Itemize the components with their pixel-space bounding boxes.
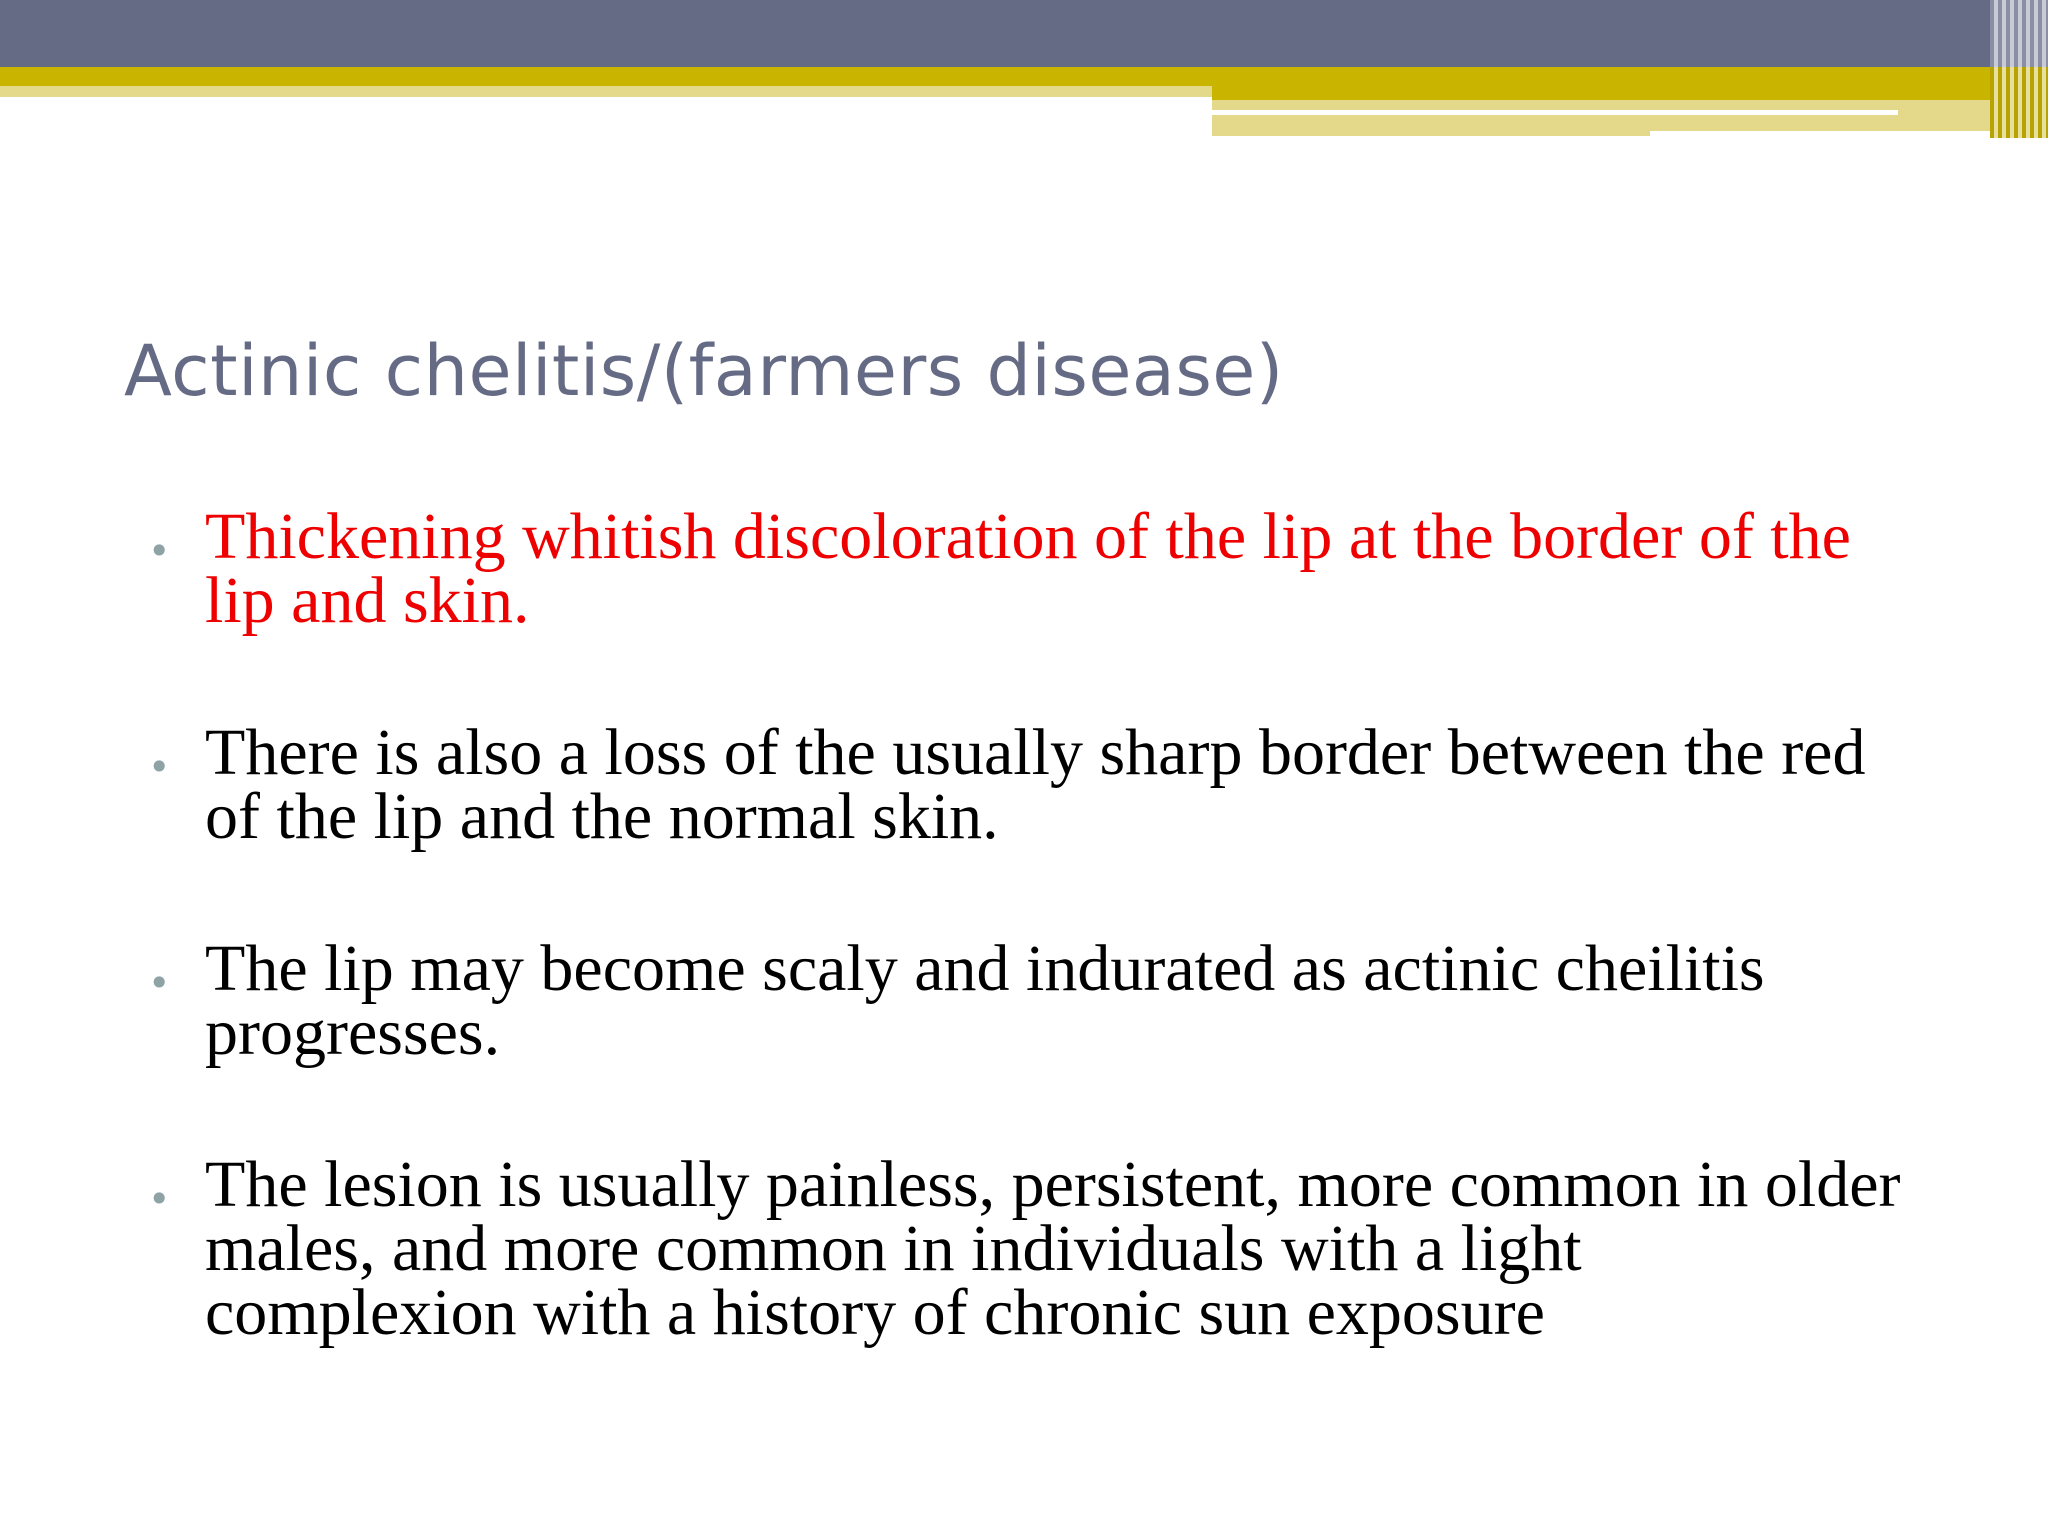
header-accent-bar-light: [0, 86, 1212, 97]
slide-title: Actinic chelitis/(farmers disease): [124, 330, 1284, 412]
bullet-item: [148, 932, 1908, 1069]
bullet-text: The lesion is usually painless, persistent, more common in older males, and more common in individuals with a light complexion with a history of chronic sun exposure: [205, 1148, 1901, 1349]
bullet-icon: •: [148, 961, 171, 1005]
bullet-icon: •: [148, 745, 171, 789]
bullet-text: Thickening whitish discoloration of the lip at the border of the lip and skin.: [205, 500, 1851, 637]
bullet-text: The lip may become scaly and indurated as actinic cheilitis progresses.: [205, 932, 1765, 1069]
bullet-list: [148, 500, 1908, 1349]
bullet-item: [148, 1148, 1908, 1349]
header-stripes-accent: [1990, 67, 2048, 138]
header-bar: [0, 0, 2048, 67]
header-divider-line-lower: [1650, 131, 2048, 139]
header-divider-line: [1212, 110, 1898, 115]
bullet-text: There is also a loss of the usually sharp border between the red of the lip and the normal skin.: [205, 716, 1866, 853]
bullet-item: [148, 500, 1908, 637]
header-accent-bar: [0, 67, 1212, 86]
bullet-icon: •: [148, 529, 171, 573]
bullet-item: [148, 716, 1908, 853]
bullet-icon: •: [148, 1177, 171, 1221]
header-accent-bar-right: [1212, 67, 2048, 100]
